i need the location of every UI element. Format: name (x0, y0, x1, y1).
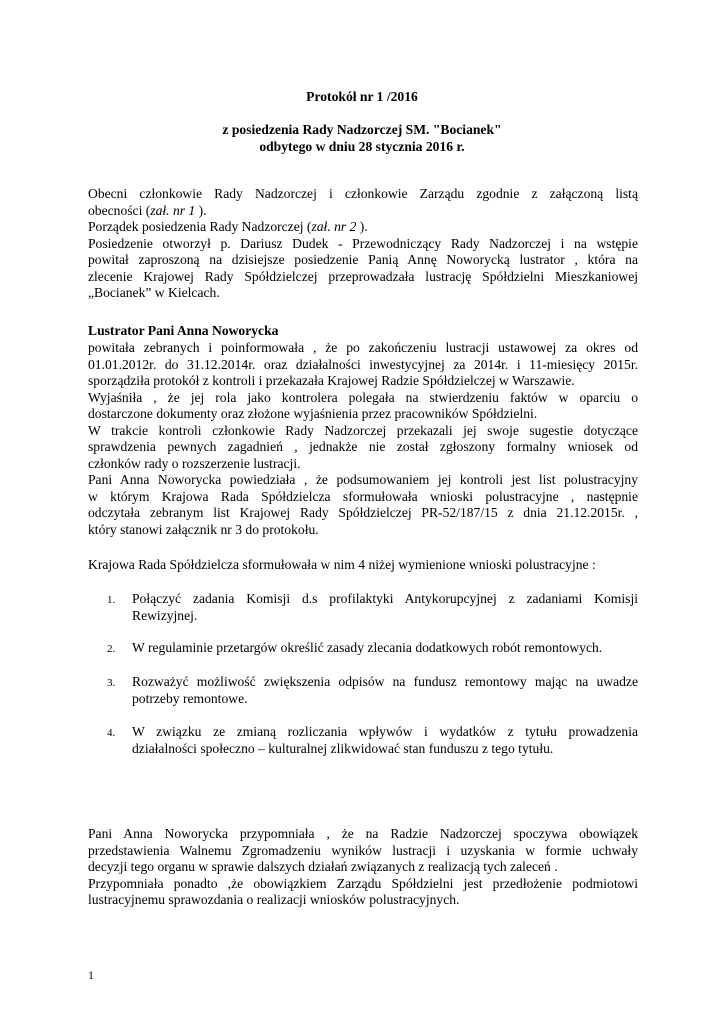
s1-line-12: który stanowi załącznik nr 3 do protokołu. (88, 521, 319, 537)
s1-line-3: sporządziła protokół z kontroli i przekazała Krajowej Radzie Spółdzielczej w Warszawie. (88, 373, 575, 388)
lustrator-heading: Lustrator Pani Anna Noworycka (88, 323, 279, 338)
intro-line-5: powitał zaproszoną na dzisiejsze posiedzenie Panią Annę Noworycką lustrator , która na (88, 252, 638, 267)
intro-line-7: „Bocianek” w Kielcach. (88, 285, 220, 300)
intro-line-3: Porządek posiedzenia Rady Nadzorczej (zał. nr 2 ). (88, 219, 368, 234)
intro-line-1: Obecni członkowie Rady Nadzorczej i członkowie Zarządu zgodnie z załączoną listą (88, 186, 638, 201)
recommendation-text: W regulaminie przetargów określić zasady zlecania dodatkowych robót remontowych. (132, 640, 603, 655)
recommendations-intro: Krajowa Rada Spółdzielcza sformułowała w nim 4 niżej wymienione wnioski polustracyjne : (88, 557, 596, 572)
s3-line-5: lustracyjnemu sprawozdania o realizacji wniosków polustracyjnych. (88, 892, 460, 907)
s1-line-1: powitała zebranych i poinformowała , że po zakończeniu lustracji ustawowej za okres od (88, 340, 638, 355)
document-title: Protokół nr 1 /2016 (306, 89, 418, 104)
s1-line-8: członków rady o rozszerzenie lustracji. (88, 455, 301, 471)
s1-line-10: w którym Krajowa Rada Spółdzielcza sformułowała wnioski polustracyjne , następnie (88, 488, 638, 504)
s1-line-6: W trakcie kontroli członkowie Rady Nadzorczej przekazali jej swoje sugestie dotyczące (88, 422, 638, 438)
s3-line-4: Przypomniała ponadto ,że obowiązkiem Zarządu Spółdzielni jest przedłożenie podmiotowi (88, 875, 638, 891)
s1-line-9: Pani Anna Noworycka powiedziała , że podsumowaniem jej kontroli jest list polustracyjny (88, 472, 638, 487)
recommendation-text: Rozważyć możliwość zwiększenia odpisów na fundusz remontowy mając na uwadze potrzeby remontowe. (132, 674, 638, 706)
s3-line-2: przedstawienia Walnemu Zgromadzeniu wyników lustracji i uzyskania w formie uchwały (88, 842, 638, 858)
intro-line-2: obecności (zał. nr 1 ). (88, 202, 207, 218)
recommendation-text: Połączyć zadania Komisji d.s profilaktyki Antykorupcyjnej z zadaniami Komisji Rewizyjnej. (132, 591, 638, 623)
intro-line-4: Posiedzenie otworzył p. Dariusz Dudek - Przewodniczący Rady Nadzorczej i na wstępie (88, 235, 638, 251)
closing-paragraph (88, 826, 638, 909)
intro-line-6: zlecenie Krajowej Rady Spółdzielczej przeprowadzała lustrację Spółdzielni Mieszkaniowej (88, 268, 638, 284)
s1-line-7: sprawdzenia pewnych zagadnień , jednakże nie został zgłoszony formalny wniosek od (88, 439, 638, 454)
s1-line-5: dostarczone dokumenty oraz złożone wyjaśnienia przez pracowników Spółdzielni. (88, 406, 538, 421)
recommendation-text: W związku ze zmianą rozliczania wpływów i wydatków z tytułu prowadzenia działalności społeczno – kulturalnej zlikwidować stan funduszu z tego tytułu. (132, 724, 638, 756)
s1-line-2: 01.01.2012r. do 31.12.2014r. oraz działalności inwestycyjnej za 2014r. i 11-miesięcy 2015r. (88, 356, 638, 372)
intro-paragraph (88, 186, 638, 302)
s3-line-1: Pani Anna Noworycka przypomniała , że na Radzie Nadzorczej spoczywa obowiązek (88, 826, 638, 841)
page-number: 1 (88, 968, 94, 982)
s1-line-4: Wyjaśniła , że jej rola jako kontrolera polegała na stwierdzeniu faktów w oparciu o (88, 389, 638, 405)
s1-line-11: odczytała zebranym list Krajowej Rady Spółdzielczej PR-52/187/15 z dnia 21.12.2015r. , (88, 505, 638, 520)
s3-line-3: decyzji tego organu w sprawie dalszych działań związanych z realizacją tych zaleceń . (88, 859, 558, 874)
list-number: 2. (107, 643, 116, 655)
list-number: 1. (107, 594, 116, 606)
list-number: 4. (107, 727, 116, 739)
document-subtitle-line-1: z posiedzenia Rady Nadzorczej SM. "Bocianek" (222, 122, 502, 137)
list-number: 3. (107, 677, 116, 689)
document-subtitle-line-2: odbytego w dniu 28 stycznia 2016 r. (259, 139, 465, 154)
lustrator-paragraph (88, 340, 638, 538)
